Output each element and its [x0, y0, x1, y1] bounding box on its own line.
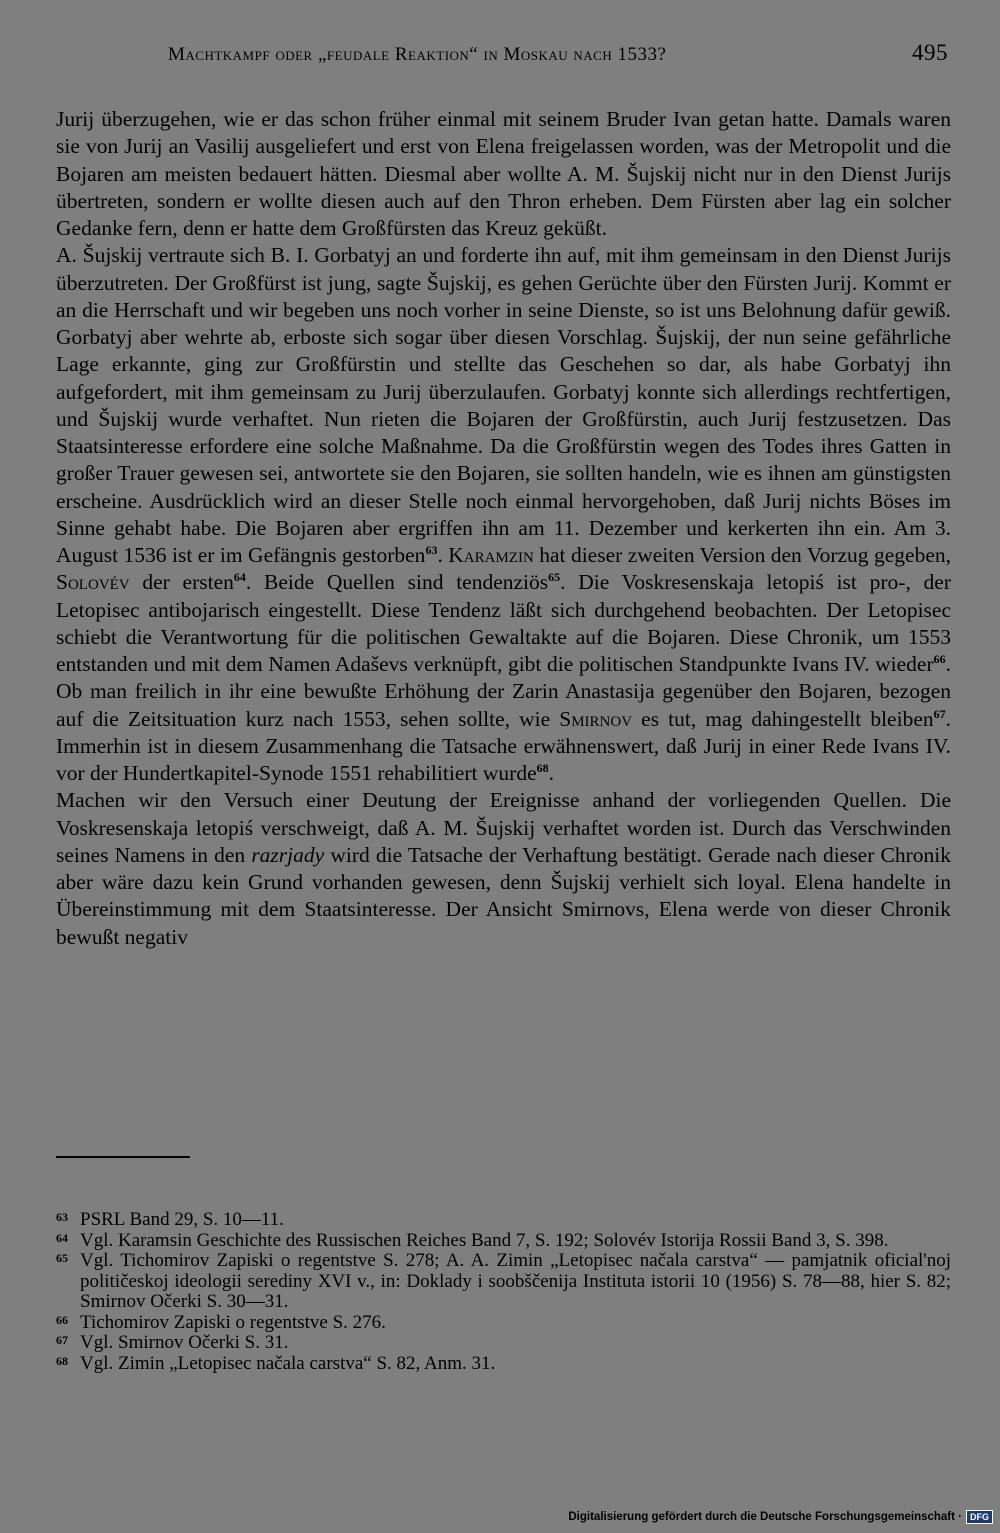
text-run: . Ob man freilich in ihr eine bewußte Erhöhung der Zarin Anastasija gegenüber den Bojaren, bezogen auf die Zeitsituation kurz nach 1553, sehen sollte, wie: [56, 652, 951, 731]
footnote: [56, 1333, 951, 1354]
text-run: . Die Voskresenskaja letopiś ist pro-, der Letopisec antibojarisch eingestellt. Diese Tendenz läßt sich durchgehend beobachten. Der Letopisec schiebt die Verantwortung für die politischen Gewaltakte auf die Bojaren. Diese Chronik, um 1553 entstanden und mit dem Namen Adaševs verknüpft, gibt die politischen Standpunkte Ivans IV. wieder: [56, 570, 951, 676]
footnote-separator: [56, 1156, 190, 1158]
text-run: Machen wir den Versuch einer Deutung der Ereignisse anhand der vorliegenden Quellen. Die Voskresenskaja letopiś verschweigt, daß A. M. Šujskij verhaftet worden ist. Durch das Verschwinden seines Namens in den: [56, 788, 951, 867]
author-name: Smirnov: [559, 706, 633, 731]
footnote-ref-67[interactable]: 67: [933, 706, 946, 721]
text-run: hat dieser zweiten Version den Vorzug gegeben,: [533, 543, 952, 567]
author-name: Karamzin: [448, 543, 534, 567]
paragraph-1: Jurij überzugehen, wie er das schon früher einmal mit seinem Bruder Ivan getan hatte. Damals waren sie von Jurij an Vasilij ausgeliefert und erst von Elena freigelassen worden, was der Metropolit und die Bojaren am meisten bedauert hätten. Diesmal aber wollte A. M. Šujskij nicht nur in den Dienst Jurijs übertreten, sondern er wollte diesen auch auf den Thron erheben. Dem Fürsten aber lag ein solcher Gedanke fern, denn er hatte dem Großfürsten das Kreuz geküßt.: [56, 107, 951, 240]
footnote-text: PSRL Band 29, S. 10—11.: [80, 1209, 284, 1230]
text-run: . Beide Quellen sind tendenziös: [245, 570, 549, 595]
body-text: [56, 106, 951, 951]
footnote-number: 66: [56, 1312, 68, 1327]
footnote: [56, 1313, 951, 1334]
footnote-number: 67: [56, 1333, 68, 1347]
footnotes: [56, 1210, 951, 1374]
paragraph-2: [56, 242, 951, 787]
page-number: 495: [912, 40, 948, 65]
italic-term: razrjady: [251, 842, 325, 867]
text-run: es tut, mag dahingestellt bleiben: [632, 706, 934, 731]
digitization-footer: [568, 1510, 993, 1524]
footnote-text: Vgl. Karamsin Geschichte des Russischen Reiches Band 7, S. 192; Solovév Istorija Rossii Band 3, S. 398.: [80, 1229, 889, 1251]
running-header: [168, 40, 948, 74]
footnote-number: 64: [56, 1230, 68, 1245]
text-run: A. Šujskij vertraute sich B. I. Gorbatyj an und forderte ihn auf, mit ihm gemeinsam in den Dienst Jurijs überzutreten. Der Großfürst ist jung, sagte Šujskij, es gehen Gerüchte über den Fürsten Jurij. Kommt er an die Herrschaft und wir begeben uns noch vorher in seine Dienste, so ist uns Belohnung dafür gewiß. Gorbatyj aber wehrte ab, erboste sich sogar über diesen Vorschlag. Šujskij, der nun seine gefährliche Lage erkannte, ging zur Großfürstin und stellte das Geschehen so dar, als habe Gorbatyj ihn aufgefordert, mit ihm gemeinsam zu Jurij überzulaufen. Gorbatyj konnte sich allerdings rechtfertigen, und Šujskij wurde verhaftet. Nun rieten die Bojaren der Großfürstin, auch Jurij festzusetzen. Das Staatsinteresse erfordere eine solche Maßnahme. Da die Großfürstin wegen des Todes ihres Gatten in großer Trauer gewesen sei, antwortete sie den Bojaren, sie sollten handeln, wie es ihnen am günstigsten erscheine. Ausdrücklich wird an dieser Stelle noch einmal hervorgehoben, daß Jurij nichts Böses im Sinne gehabt habe. Die Bojaren aber ergriffen ihn am 11. Dezember und kerkerten ihn ein. Am 3. August 1536 ist er im Gefängnis gestorben: [56, 243, 951, 567]
footnote-ref-66[interactable]: 66: [933, 651, 946, 666]
footnote: [56, 1251, 951, 1313]
footnote-text: Vgl. Smirnov Očerki S. 31.: [80, 1332, 289, 1353]
footnote-text: Vgl. Tichomirov Zapiski o regentstve S. 278; A. A. Zimin „Letopisec načala carstva“ — pamjatnik oficial'noj političeskoj ideologii serediny XVI v., in: Doklady i soobščenija Instituta istorii 10 (1956) S. 78—88, hier S. 82; Smirnov Očerki S. 30—31.: [80, 1250, 951, 1312]
footnote-number: 63: [56, 1210, 68, 1224]
text-run: . Immerhin ist in diesem Zusammenhang die Tatsache erwähnenswert, daß Jurij in einer Rede Ivans IV. vor der Hundertkapitel-Synode 1551 rehabilitiert wurde: [56, 706, 951, 785]
dfg-logo: DFG: [966, 1510, 993, 1524]
paragraph-3: [56, 787, 951, 951]
text-run: der ersten: [129, 570, 234, 595]
footer-text: Digitalisierung gefördert durch die Deutsche Forschungsgemeinschaft ·: [568, 1511, 962, 1523]
footnote-ref-63[interactable]: 63: [425, 542, 438, 557]
footnote-text: Tichomirov Zapiski o regentstve S. 276.: [80, 1311, 386, 1333]
footnote: [56, 1210, 951, 1231]
footnote-text: Vgl. Zimin „Letopisec načala carstva“ S. 82, Anm. 31.: [80, 1352, 496, 1374]
footnote: [56, 1354, 951, 1375]
author-name: Solovév: [56, 570, 130, 595]
footnote-number: 68: [56, 1353, 68, 1368]
footnote-ref-68[interactable]: 68: [536, 760, 549, 775]
text-run: wird die Tatsache der Verhaftung bestätigt. Gerade nach dieser Chronik aber wäre dazu kein Grund vorhanden gewesen, denn Šujskij verhielt sich loyal. Elena handelte in Übereinstimmung mit dem Staatsinteresse. Der Ansicht Smirnovs, Elena werde von dieser Chronik bewußt negativ: [56, 842, 951, 949]
text-run: .: [548, 761, 554, 785]
running-title: Machtkampf oder „feudale Reaktion“ in Moskau nach 1533?: [168, 44, 667, 65]
footnote-number: 65: [56, 1251, 68, 1265]
footnote: [56, 1231, 951, 1252]
footnote-ref-65[interactable]: 65: [548, 570, 561, 585]
text-run: .: [437, 543, 449, 567]
footnote-ref-64[interactable]: 64: [233, 570, 246, 585]
